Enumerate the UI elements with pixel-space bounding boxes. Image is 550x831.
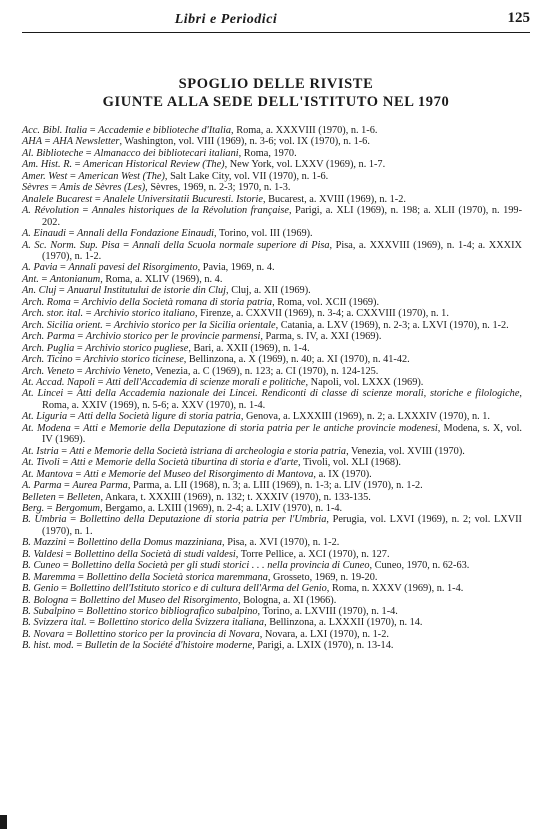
entry-title: Archivio Veneto: [85, 365, 151, 377]
section-heading: SPOGLIO DELLE RIVISTE: [178, 76, 374, 92]
entry-details: , Pisa, a. XVI (1970), n. 1-2.: [222, 537, 340, 549]
entry-details: , Torino, vol. III (1969).: [214, 228, 313, 240]
list-item: B. Mazzini = Bollettino della Domus mazziniana, Pisa, a. XVI (1970), n. 1-2.: [22, 537, 340, 549]
entry-details: , Bologna, a. XI (1966).: [237, 594, 337, 606]
list-item: Berg. = Bergomum, Bergamo, a. LXIII (1969), n. 2-4; a. LXIV (1970), n. 1-4.: [22, 502, 343, 514]
entry-details: , Genova, a. LXXXIII (1969), n. 2; a. LXXXIV (1970), n. 1.: [240, 411, 490, 423]
entry-details: , Roma, vol. XCII (1969).: [272, 296, 380, 308]
list-item: A. Révolution = Annales historiques de la Révolution française, Parigi, a. XLI (1969), n. 198; a. XLII (1970), n. 199-202.: [22, 205, 522, 228]
list-item: B. Valdesi = Bollettino della Società di studi valdesi, Torre Pellice, a. XCI (1970), n. 127.: [22, 548, 390, 560]
entry-title: Annali della Scuola normale superiore di Pisa: [132, 239, 330, 251]
entry-details: , Parigi, a. XLI (1969), n. 198; a. XLII (1970), n. 199-202.: [42, 205, 522, 228]
entry-title: Bollettino del Museo del Risorgimento: [79, 594, 238, 606]
list-item: At. Liguria = Atti della Società ligure di storia patria, Genova, a. LXXXIII (1969), n. 2; a. LXXXIV (1970), n. 1.: [22, 411, 490, 423]
entry-title: American West (The): [78, 170, 165, 182]
entry-details: , Firenze, a. CXXVII (1969), n. 3-4; a. CXXVIII (1970), n. 1.: [194, 308, 449, 320]
entry-abbreviation: At. Mantova: [22, 468, 73, 480]
entry-details: , Pisa, a. XXXVIII (1969), n. 1-4; a. XXXIX (1970), n. 1-2.: [42, 239, 522, 262]
entry-title: Annali della Fondazione Einaudi: [77, 228, 215, 240]
list-item: Acc. Bibl. Italia = Accademie e biblioteche d'Italia, Roma, a. XXXVIII (1970), n. 1-6.: [22, 125, 378, 136]
list-item: At. Tivoli = Atti e Memorie della Società tiburtina di storia e d'arte, Tivoli, vol. XLI (1968).: [22, 457, 401, 469]
entry-details: , New York, vol. LXXV (1969), n. 1-7.: [224, 159, 386, 171]
list-item: AHA = AHA Newsletter, Washington, vol. VIII (1969), n. 3-6; vol. IX (1970), n. 1-6.: [22, 136, 370, 148]
entry-details: , Novara, a. LXI (1970), n. 1-2.: [259, 628, 389, 640]
entry-title: Atti e Memorie della Deputazione di storia patria per le antiche provincie modenesi: [83, 422, 438, 434]
entry-title: Antonianum: [49, 273, 101, 285]
entry-details: , Tivoli, vol. XLI (1968).: [298, 457, 401, 469]
entry-title: Bollettino della Società storica maremmana: [86, 571, 268, 583]
entry-details: , Venezia, a. C (1969), n. 123; a. CI (1970), n. 124-125.: [150, 365, 379, 377]
section-subheading: GIUNTE ALLA SEDE DELL'ISTITUTO NEL 1970: [102, 94, 450, 110]
entry-abbreviation: Berg.: [22, 502, 45, 514]
entry-details: , Torino, a. LXVIII (1970), n. 1-4.: [257, 606, 398, 618]
list-item: Belleten = Belleten, Ankara, t. XXXIII (1969), n. 132; t. XXXIV (1970), n. 133-135.: [22, 491, 371, 503]
entry-title: Anuarul Institutului de istorie din Cluj: [67, 285, 227, 297]
entry-details: , Bellinzona, a. X (1969), n. 40; a. XI (1970), n. 41-42.: [183, 354, 410, 366]
list-item: Al. Biblioteche = Almanacco dei bibliotecari italiani, Roma, 1970.: [22, 147, 297, 159]
list-item: Arch. stor. ital. = Archivio storico italiano, Firenze, a. CXXVII (1969), n. 3-4; a. CXXVIII (1970), n. 1.: [22, 308, 449, 320]
entry-abbreviation: Ant.: [22, 273, 39, 285]
list-item: B. Cuneo = Bollettino della Società per gli studi storici . . . nella provincia di Cuneo, Cuneo, 1970, n. 62-63.: [22, 560, 470, 572]
entry-abbreviation: Am. Hist. R.: [22, 159, 73, 171]
entry-title: Archivio storico per le provincie parmensi: [85, 331, 261, 343]
list-item: Arch. Ticino = Archivio storico ticinese, Bellinzona, a. X (1969), n. 40; a. XI (1970), n. 41-42.: [22, 354, 410, 366]
entry-details: , Parma, s. IV, a. XXI (1969).: [260, 331, 382, 343]
periodicals-list: [22, 125, 522, 652]
list-item: At. Accad. Napoli = Atti dell'Accademia di scienze morali e politiche, Napoli, vol. LXXX (1969).: [22, 376, 424, 388]
entry-title: Amis de Sèvres (Les): [59, 182, 146, 194]
entry-title: Atti e Memorie della Società istriana di archeologia e storia patria: [69, 445, 347, 457]
entry-details: , Roma, n. XXXV (1969), n. 1-4.: [326, 583, 464, 595]
entry-title: Atti e Memorie del Museo del Risorgimento di Mantova: [83, 468, 314, 480]
entry-abbreviation: Al. Biblioteche: [22, 147, 84, 159]
entry-title: Annales historiques de la Révolution française: [91, 205, 289, 217]
entry-abbreviation: Sèvres: [22, 182, 49, 194]
entry-title: Annali pavesi del Risorgimento: [68, 262, 198, 274]
entry-title: Archivio storico pugliese: [85, 342, 189, 354]
entry-abbreviation: Acc. Bibl. Italia: [22, 125, 88, 136]
entry-details: , Sèvres, 1969, n. 2-3; 1970, n. 1-3.: [145, 182, 291, 194]
entry-title: AHA Newsletter: [52, 136, 120, 148]
entry-abbreviation: Analele Bucarest: [22, 193, 93, 205]
entry-title: Bollettino della Domus mazziniana: [77, 537, 223, 549]
entry-abbreviation: Arch. Roma: [22, 296, 71, 308]
entry-abbreviation: Arch. stor. ital.: [22, 308, 84, 320]
list-item: Sèvres = Amis de Sèvres (Les), Sèvres, 1969, n. 2-3; 1970, n. 1-3.: [22, 182, 291, 194]
entry-details: , Perugia, vol. LXVI (1969), n. 2; vol. LXVII (1970), n. 1.: [42, 514, 522, 537]
list-item: B. Bologna = Bollettino del Museo del Risorgimento, Bologna, a. XI (1966).: [22, 594, 337, 606]
list-item: Arch. Roma = Archivio della Società romana di storia patria, Roma, vol. XCII (1969).: [22, 296, 380, 308]
entry-title: Bollettino della Deputazione di storia patria per l'Umbria: [79, 514, 327, 526]
list-item: A. Parma = Aurea Parma, Parma, a. LII (1968), n. 3; a. LIII (1969), n. 1-3; a. LIV (1970), n. 1-2.: [22, 480, 423, 492]
entry-details: , Torre Pellice, a. XCI (1970), n. 127.: [235, 548, 390, 560]
list-item: Am. Hist. R. = American Historical Review (The), New York, vol. LXXV (1969), n. 1-7.: [22, 159, 386, 171]
entry-title: Bulletin de la Société d'histoire moderne: [84, 640, 253, 652]
entry-details: , Bucarest, a. XVIII (1969), n. 1-2.: [262, 193, 406, 205]
entry-details: , Napoli, vol. LXXX (1969).: [305, 376, 424, 388]
list-item: Analele Bucarest = Analele Universitatii Bucuresti. Istorie, Bucarest, a. XVIII (1969), n. 1-2.: [22, 193, 406, 205]
entry-details: , Pavia, 1969, n. 4.: [197, 262, 275, 274]
entry-title: Bollettino della Società di studi valdesi: [74, 548, 236, 560]
entry-abbreviation: At. Liguria: [22, 411, 68, 423]
entry-abbreviation: At. Istria: [22, 445, 59, 457]
entry-title: Atti della Accademia nazionale dei Lincei. Rendiconti di classe di scienze morali, storiche e filologiche: [76, 388, 520, 400]
entry-abbreviation: B. Novara: [22, 628, 65, 640]
entry-details: , Washington, vol. VIII (1969), n. 3-6; vol. IX (1970), n. 1-6.: [119, 136, 370, 148]
entry-title: Aurea Parma: [72, 480, 128, 492]
entry-title: Archivio storico per la Sicilia orientale: [113, 319, 276, 331]
entry-abbreviation: AHA: [22, 136, 43, 148]
margin-mark: [0, 815, 7, 829]
entry-details: , Bellinzona, a. LXXXII (1970), n. 14.: [264, 617, 423, 629]
list-item: An. Cluj = Anuarul Institutului de istorie din Cluj, Cluj, a. XII (1969).: [22, 285, 311, 297]
entry-details: , Roma, a. XXIV (1969), n. 5-6; a. XXV (1970), n. 1-4.: [42, 388, 522, 411]
list-item: A. Pavia = Annali pavesi del Risorgimento, Pavia, 1969, n. 4.: [22, 262, 275, 274]
list-item: At. Mantova = Atti e Memorie del Museo del Risorgimento di Mantova, a. IX (1970).: [22, 468, 372, 480]
entry-abbreviation: At. Accad. Napoli: [22, 376, 96, 388]
entry-abbreviation: At. Modena: [22, 422, 71, 434]
entry-title: Bollettino dell'Istituto storico e di cultura dell'Arma del Genio: [69, 583, 327, 595]
list-item: At. Lincei = Atti della Accademia nazionale dei Lincei. Rendiconti di classe di scienze morali, storiche e filologiche, Roma, a. XXIV (1969), n. 5-6; a. XXV (1970), n. 1-4.: [22, 388, 522, 411]
entry-title: Accademie e biblioteche d'Italia: [98, 125, 232, 136]
entry-abbreviation: At. Tivoli: [22, 457, 60, 469]
list-item: B. hist. mod. = Bulletin de la Société d'histoire moderne, Parigi, a. LXIX (1970), n. 13-14.: [22, 640, 394, 652]
list-item: Arch. Veneto = Archivio Veneto, Venezia, a. C (1969), n. 123; a. CI (1970), n. 124-125.: [22, 365, 379, 377]
list-item: A. Einaudi = Annali della Fondazione Einaudi, Torino, vol. III (1969).: [22, 228, 313, 240]
list-item: At. Modena = Atti e Memorie della Deputazione di storia patria per le antiche provincie modenesi, Modena, s. X, vol. IV (1969).: [22, 422, 523, 446]
list-item: B. Novara = Bollettino storico per la provincia di Novara, Novara, a. LXI (1970), n. 1-2.: [22, 628, 389, 640]
header-rule: [22, 32, 530, 33]
entry-title: Archivio storico italiano: [94, 308, 195, 320]
entry-title: Bollettino storico per la provincia di Novara: [75, 628, 260, 640]
entry-abbreviation: B. Mazzini: [22, 537, 67, 549]
entry-details: , Roma, 1970.: [238, 147, 297, 159]
entry-title: Almanacco dei bibliotecari italiani: [94, 147, 239, 159]
entry-details: , Roma, a. XLIV (1969), n. 4.: [100, 273, 223, 285]
list-item: Arch. Puglia = Archivio storico pugliese, Bari, a. XXII (1969), n. 1-4.: [22, 342, 310, 354]
entry-details: , Cluj, a. XII (1969).: [226, 285, 311, 297]
entry-details: , Venezia, vol. XVIII (1970).: [346, 445, 465, 457]
entry-details: , Grosseto, 1969, n. 19-20.: [267, 571, 378, 583]
list-item: B. Genio = Bollettino dell'Istituto storico e di cultura dell'Arma del Genio, Roma, n. XXXV (1969), n. 1-4.: [22, 583, 464, 595]
entry-details: , Ankara, t. XXXIII (1969), n. 132; t. XXXIV (1970), n. 133-135.: [100, 491, 371, 503]
entry-title: Archivio della Società romana di storia patria: [81, 296, 273, 308]
entry-abbreviation: A. Einaudi: [22, 228, 67, 240]
list-item: B. Maremma = Bollettino della Società storica maremmana, Grosseto, 1969, n. 19-20.: [22, 571, 378, 583]
list-item: B. Svizzera ital. = Bollettino storico della Svizzera italiana, Bellinzona, a. LXXXII (1970), n. 14.: [22, 617, 423, 629]
entry-abbreviation: An. Cluj: [22, 285, 57, 297]
entry-abbreviation: B. Bologna: [22, 594, 69, 606]
list-item: B. Umbria = Bollettino della Deputazione di storia patria per l'Umbria, Perugia, vol. LXVI (1969), n. 2; vol. LXVII (1970), n. 1.: [22, 514, 522, 537]
entry-details: , Catania, a. LXV (1969), n. 2-3; a. LXVI (1970), n. 1-2.: [275, 319, 509, 331]
entry-abbreviation: B. hist. mod.: [22, 640, 74, 652]
entry-abbreviation: B. Valdesi: [22, 548, 64, 560]
entry-details: , Salt Lake City, vol. VII (1970), n. 1-6.: [164, 170, 329, 182]
entry-abbreviation: At. Lincei: [22, 388, 64, 400]
entry-abbreviation: B. Subalpino: [22, 606, 76, 618]
running-head: [22, 10, 530, 30]
entry-title: American Historical Review (The): [83, 159, 225, 171]
list-item: B. Subalpino = Bollettino storico bibliografico subalpino, Torino, a. LXVIII (1970), n. 1-4.: [22, 606, 398, 618]
entry-abbreviation: Arch. Sicilia orient.: [22, 319, 103, 331]
entry-abbreviation: Belleten: [22, 491, 56, 503]
entry-details: , Modena, s. X, vol. IV (1969).: [42, 422, 523, 446]
entry-details: , Bergamo, a. LXIII (1969), n. 2-4; a. LXIV (1970), n. 1-4.: [100, 502, 343, 514]
entry-title: Atti dell'Accademia di scienze morali e politiche: [106, 376, 306, 388]
entry-details: , Parigi, a. LXIX (1970), n. 13-14.: [252, 640, 394, 652]
entry-abbreviation: B. Cuneo: [22, 560, 61, 572]
entry-details: , Bari, a. XXII (1969), n. 1-4.: [188, 342, 310, 354]
entry-abbreviation: Arch. Puglia: [22, 342, 75, 354]
list-item: Amer. West = American West (The), Salt Lake City, vol. VII (1970), n. 1-6.: [22, 170, 329, 182]
page-number: 125: [507, 10, 530, 26]
entry-details: , Roma, a. XXXVIII (1970), n. 1-6.: [231, 125, 378, 136]
entry-abbreviation: A. Parma: [22, 480, 62, 492]
entry-title: Bollettino della Società per gli studi storici . . . nella provincia di Cuneo: [71, 560, 370, 572]
list-item: Arch. Parma = Archivio storico per le provincie parmensi, Parma, s. IV, a. XXI (1969).: [22, 331, 382, 343]
entry-abbreviation: B. Umbria: [22, 514, 67, 526]
entry-details: , Cuneo, 1970, n. 62-63.: [369, 560, 470, 572]
entry-title: Atti e Memorie della Società tiburtina di storia e d'arte: [70, 457, 299, 469]
entry-title: Bollettino storico della Svizzera italiana: [97, 617, 265, 629]
entry-abbreviation: Arch. Parma: [22, 331, 75, 343]
entry-title: Archivio storico ticinese: [83, 354, 184, 366]
entry-abbreviation: A. Sc. Norm. Sup. Pisa: [22, 239, 120, 251]
entry-abbreviation: B. Maremma: [22, 571, 76, 583]
entry-title: Bergomum: [55, 502, 100, 514]
entry-title: Atti della Società ligure di storia patria: [78, 411, 241, 423]
list-item: Ant. = Antonianum, Roma, a. XLIV (1969), n. 4.: [22, 273, 223, 285]
running-head-title: Libri e Periodici: [174, 12, 278, 27]
entry-title: Belleten: [66, 491, 101, 503]
list-item: A. Sc. Norm. Sup. Pisa = Annali della Scuola normale superiore di Pisa, Pisa, a. XXXVIII (1969), n. 1-4; a. XXXIX (1970), n. 1-2.: [22, 239, 522, 262]
entry-abbreviation: Arch. Ticino: [22, 354, 73, 366]
entry-abbreviation: B. Genio: [22, 583, 59, 595]
entry-abbreviation: Arch. Veneto: [22, 365, 75, 377]
entry-details: , a. IX (1970).: [313, 468, 372, 480]
list-item: At. Istria = Atti e Memorie della Società istriana di archeologia e storia patria, Venezia, vol. XVIII (1970).: [22, 445, 465, 457]
entry-abbreviation: A. Pavia: [22, 262, 58, 274]
list-item: Arch. Sicilia orient. = Archivio storico per la Sicilia orientale, Catania, a. LXV (1969), n. 2-3; a. LXVI (1970), n. 1-2.: [22, 319, 509, 331]
entry-abbreviation: Amer. West: [22, 170, 68, 182]
entry-title: Analele Universitatii Bucuresti. Istorie: [103, 193, 263, 205]
entry-title: Bollettino storico bibliografico subalpino: [86, 606, 258, 618]
entry-abbreviation: B. Svizzera ital.: [22, 617, 87, 629]
entry-abbreviation: A. Révolution: [22, 205, 79, 217]
entry-details: , Parma, a. LII (1968), n. 3; a. LIII (1969), n. 1-3; a. LIV (1970), n. 1-2.: [127, 480, 423, 492]
